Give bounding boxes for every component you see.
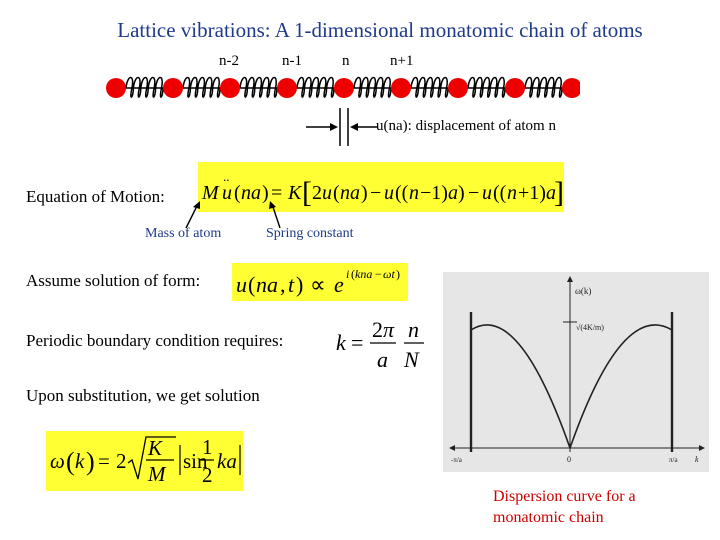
- svg-text:): ): [262, 182, 269, 204]
- svg-text:k: k: [75, 449, 85, 473]
- slide-title: Lattice vibrations: A 1-dimensional monatomic chain of atoms: [117, 18, 643, 42]
- svg-text:..: ..: [223, 169, 230, 184]
- svg-text:ω: ω: [50, 449, 65, 473]
- atom-label-n: n: [342, 53, 350, 69]
- graph-right-tick: π/a: [669, 456, 678, 464]
- svg-text:(: (: [234, 182, 241, 204]
- right-arrow-head: [350, 123, 358, 131]
- svg-text:K: K: [148, 436, 163, 460]
- svg-text:M: M: [148, 462, 166, 486]
- svg-text:((: ((: [395, 182, 409, 204]
- svg-text:): ): [86, 447, 95, 476]
- svg-text:a: a: [377, 347, 388, 372]
- svg-text:u: u: [384, 182, 394, 204]
- svg-text:ka: ka: [217, 449, 237, 473]
- svg-text:): ): [361, 182, 368, 204]
- svg-text:∝: ∝: [310, 272, 326, 297]
- svg-text:a: a: [546, 182, 556, 204]
- svg-text:e: e: [334, 272, 344, 297]
- atom: [505, 78, 525, 98]
- svg-text:((: ((: [493, 182, 507, 204]
- svg-text:(: (: [351, 267, 355, 281]
- svg-text:=: =: [351, 330, 364, 355]
- dispersion-solution-formula: [46, 431, 243, 491]
- spring-constant-label: Spring constant: [266, 226, 354, 241]
- svg-text:2: 2: [312, 182, 322, 204]
- atom-label-n-minus-1: n-1: [282, 53, 302, 69]
- periodic-boundary-formula: [334, 316, 426, 372]
- svg-text:kna: kna: [355, 267, 373, 281]
- periodic-boundary-label: Periodic boundary condition requires:: [26, 331, 284, 350]
- graph-x-label: k: [695, 455, 699, 464]
- svg-text:): ): [296, 272, 304, 297]
- substitution-label: Upon substitution, we get solution: [26, 386, 260, 405]
- atom-chain: [100, 72, 580, 104]
- svg-text:=: =: [271, 182, 283, 204]
- atom: [448, 78, 468, 98]
- graph-peak-label: √(4K/m): [576, 323, 604, 332]
- equation-of-motion-label: Equation of Motion:: [26, 187, 165, 206]
- svg-text:n: n: [409, 182, 419, 204]
- svg-text:n: n: [408, 317, 419, 342]
- svg-text:−: −: [370, 182, 382, 204]
- svg-text:−: −: [468, 182, 480, 204]
- figure-caption: [493, 486, 693, 528]
- atom: [163, 78, 183, 98]
- svg-text:+1): +1): [518, 182, 546, 204]
- svg-text:,: ,: [280, 272, 286, 297]
- left-arrow-head: [330, 123, 338, 131]
- svg-text:u: u: [236, 272, 247, 297]
- svg-text:n: n: [507, 182, 517, 204]
- atoms-group: [106, 78, 580, 98]
- svg-text:na: na: [256, 272, 278, 297]
- svg-text:2: 2: [202, 463, 213, 487]
- assumed-solution-formula: [232, 263, 408, 301]
- atom: [220, 78, 240, 98]
- displacement-label: u(na): displacement of atom n: [376, 118, 556, 134]
- svg-text:na: na: [340, 182, 360, 204]
- svg-text:t: t: [288, 272, 295, 297]
- atom: [334, 78, 354, 98]
- svg-text:2: 2: [372, 317, 383, 342]
- svg-text:−1): −1): [420, 182, 448, 204]
- atom: [277, 78, 297, 98]
- svg-text:N: N: [404, 347, 419, 372]
- svg-text:): ): [458, 182, 465, 204]
- svg-text:sin: sin: [183, 449, 208, 473]
- atom: [391, 78, 411, 98]
- atom: [562, 78, 580, 98]
- svg-text:i: i: [346, 267, 350, 281]
- graph-left-tick: -π/a: [451, 456, 462, 464]
- svg-text:u: u: [322, 182, 332, 204]
- graph-y-label: ω(k): [575, 286, 592, 296]
- assume-solution-label: Assume solution of form:: [26, 271, 201, 290]
- svg-text:[: [: [302, 176, 312, 209]
- atom: [106, 78, 126, 98]
- svg-text:a: a: [448, 182, 458, 204]
- svg-text:): ): [396, 267, 400, 281]
- svg-text:(: (: [248, 272, 256, 297]
- caption-line-1: Dispersion curve for a: [493, 488, 636, 505]
- svg-text:na: na: [241, 182, 261, 204]
- svg-text:u: u: [222, 182, 232, 204]
- svg-text:u: u: [482, 182, 492, 204]
- svg-text:(: (: [333, 182, 340, 204]
- atom-label-n-minus-2: n-2: [219, 53, 239, 69]
- svg-text:M: M: [202, 182, 219, 204]
- svg-text:(: (: [66, 447, 75, 476]
- svg-text:ωt: ωt: [383, 267, 395, 281]
- mass-of-atom-label: Mass of atom: [145, 226, 222, 241]
- displacement-indicator: [300, 108, 380, 146]
- svg-text:=: =: [98, 449, 110, 473]
- svg-text:]: ]: [554, 176, 564, 209]
- caption-line-2: monatomic chain: [493, 509, 604, 526]
- dispersion-curve-figure: [443, 272, 709, 472]
- svg-text:1: 1: [202, 435, 213, 459]
- svg-text:−: −: [375, 267, 382, 281]
- atom-label-n-plus-1: n+1: [390, 53, 414, 69]
- svg-text:2: 2: [116, 449, 127, 473]
- svg-text:k: k: [336, 330, 346, 355]
- svg-text:π: π: [383, 317, 395, 342]
- svg-text:K: K: [288, 182, 302, 204]
- graph-origin-label: 0: [567, 455, 571, 464]
